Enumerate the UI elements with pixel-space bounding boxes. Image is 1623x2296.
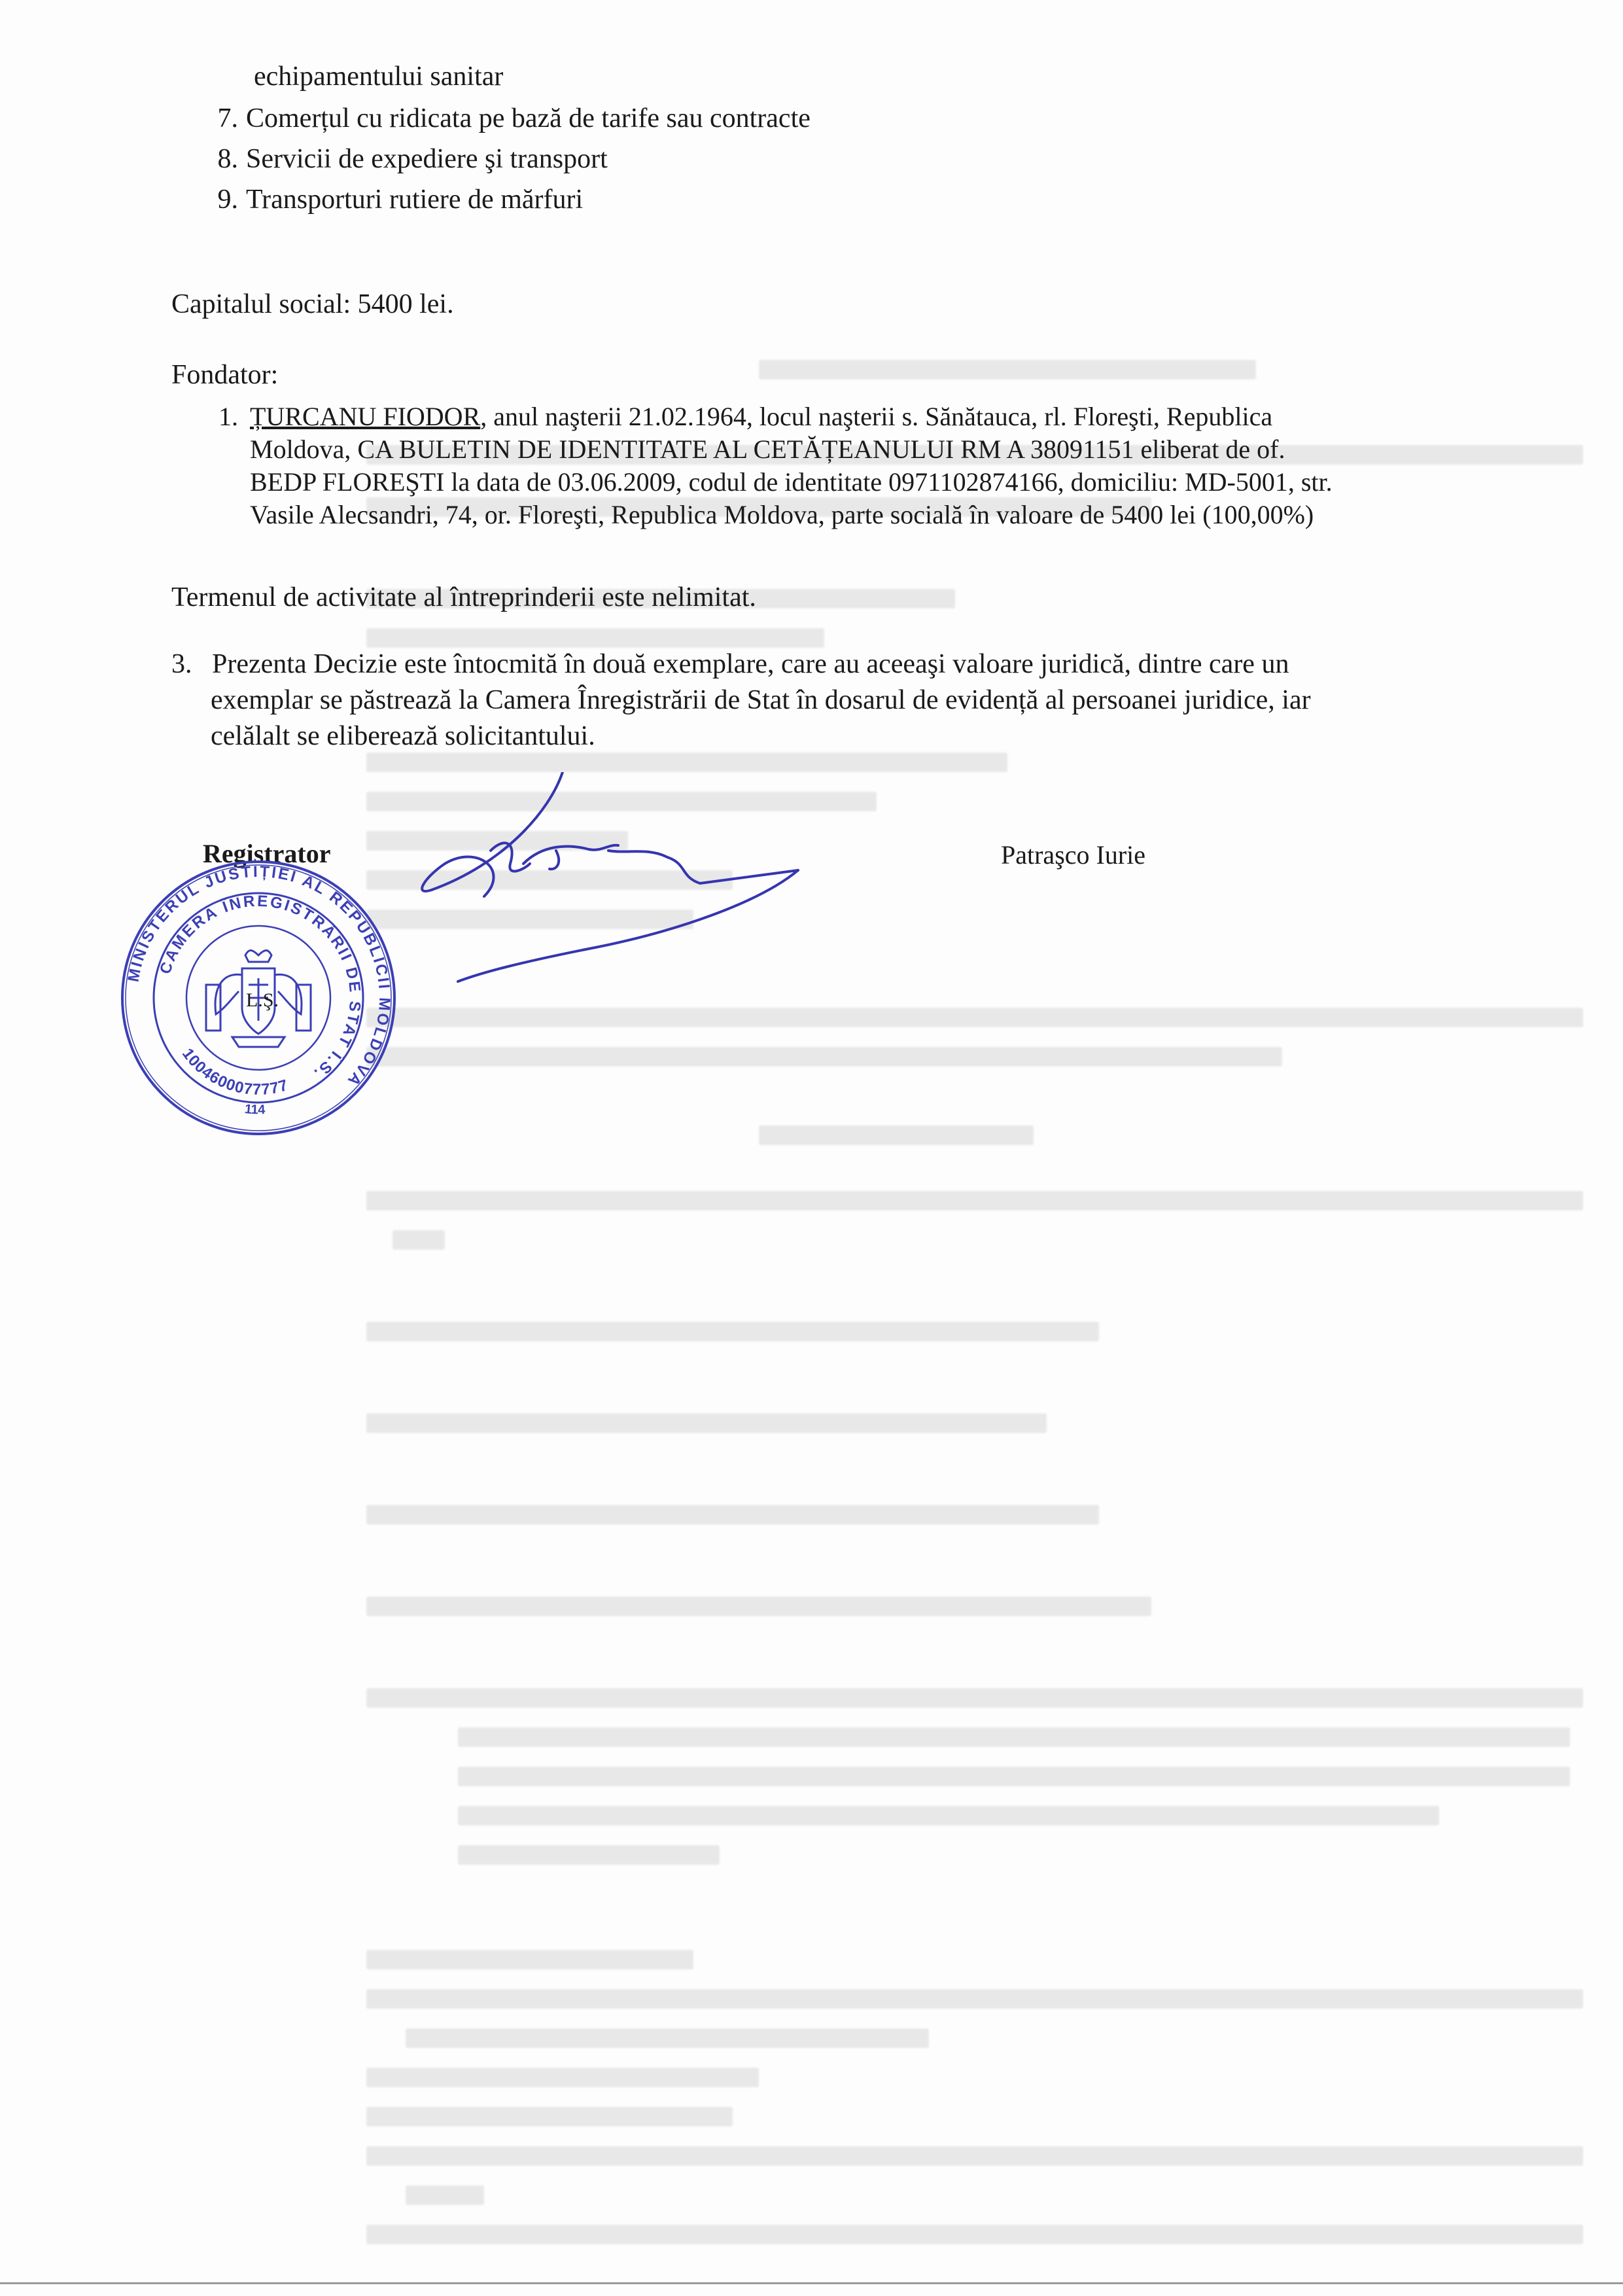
founder-line-2: Moldova, CA BULETIN DE IDENTITATE AL CETĂȚEANULUI RM A 38091151 eliberat de of. [250,434,1285,464]
clause-3-line-2: exemplar se păstrează la Camera Înregistrării de Stat în dosarul de evidență al persoanei juridice, iar [211,685,1311,715]
list-text: Servicii de expediere şi transport [246,144,608,174]
bleed-line [366,628,824,648]
founder-details: , anul naşterii 21.02.1964, locul naşterii s. Sănătauca, rl. Floreşti, Republica [480,402,1273,431]
list-number: 7. [217,103,238,133]
founder-number: 1. [218,402,238,431]
founder-name: ȚURCANU FIODOR [250,402,481,431]
bleed-line [366,1191,1583,1210]
registrar-name: Patraşco Iurie [1001,840,1146,870]
seal-inner-text: CAMERA ÎNREGISTRĂRII DE STAT Î.S. [156,892,364,1084]
bleed-line [759,360,1256,380]
list-text: Transporturi rutiere de mărfuri [246,185,584,215]
bleed-line [366,2225,1583,2244]
seal-outer-text: MINISTERUL JUSTIȚIEI AL REPUBLICII MOLDOVA [124,862,394,1091]
founder-line-1 [209,400,1272,433]
official-seal [118,857,399,1139]
bleed-line [366,2146,1583,2166]
clause-text: Prezenta Decizie este întocmită în două exemplare, care au aceeaşi valoare juridică, dintre care un [212,649,1289,679]
list-item-9 [209,183,583,216]
bleed-line [393,1230,445,1250]
clause-number: 3. [171,649,192,679]
bleed-line [366,1008,1583,1027]
registrar-signature [393,772,850,995]
list-item-7 [209,102,811,135]
bleed-line [366,2107,733,2127]
founder-heading: Fondator: [171,360,279,390]
bleed-line [366,1322,1099,1341]
bleed-line [366,1950,693,1969]
list-number: 9. [217,185,238,215]
bleed-line [366,752,1007,772]
bleed-line [366,1505,1099,1525]
list-item-8 [209,143,608,175]
reverse-side-bleed [366,249,1609,2277]
bleed-line [366,1688,1583,1708]
capital-line: Capitalul social: 5400 lei. [171,289,454,319]
seal-idno: 1004600077777 [178,1045,291,1099]
bleed-line [406,2185,484,2205]
list-number: 8. [217,144,238,174]
list-text: Comerțul cu ridicata pe bază de tarife sau contracte [246,103,811,133]
bleed-line [366,2068,759,2087]
scan-bottom-edge [0,2282,1623,2284]
bleed-line [406,2028,929,2048]
bleed-line [366,1047,1282,1067]
bleed-line [458,1767,1570,1786]
bleed-line [458,1806,1439,1826]
ls-label: L.Ş. [246,989,279,1011]
founder-line-3: BEDP FLOREŞTI la data de 03.06.2009, codul de identitate 0971102874166, domiciliu: MD-5001, str. [250,467,1333,497]
bleed-line [366,1413,1047,1433]
clause-3-line-1 [171,648,1289,680]
bleed-line [366,1989,1583,2009]
registrar-label: Registrator [203,839,331,868]
bleed-line [366,1597,1151,1616]
bleed-line [458,1845,720,1865]
founder-line-4: Vasile Alecsandri, 74, or. Floreşti, Republica Moldova, parte socială în valoare de 5400 lei (100,00%) [250,500,1314,529]
clause-3-line-3: celălalt se eliberează solicitantului. [211,721,595,751]
term-line: Termenul de activitate al întreprinderii este nelimitat. [171,582,756,612]
bleed-line [458,1727,1570,1747]
bleed-line [759,1125,1034,1145]
list-continuation: echipamentului sanitar [254,62,504,92]
seal-number: 114 [243,1102,266,1118]
